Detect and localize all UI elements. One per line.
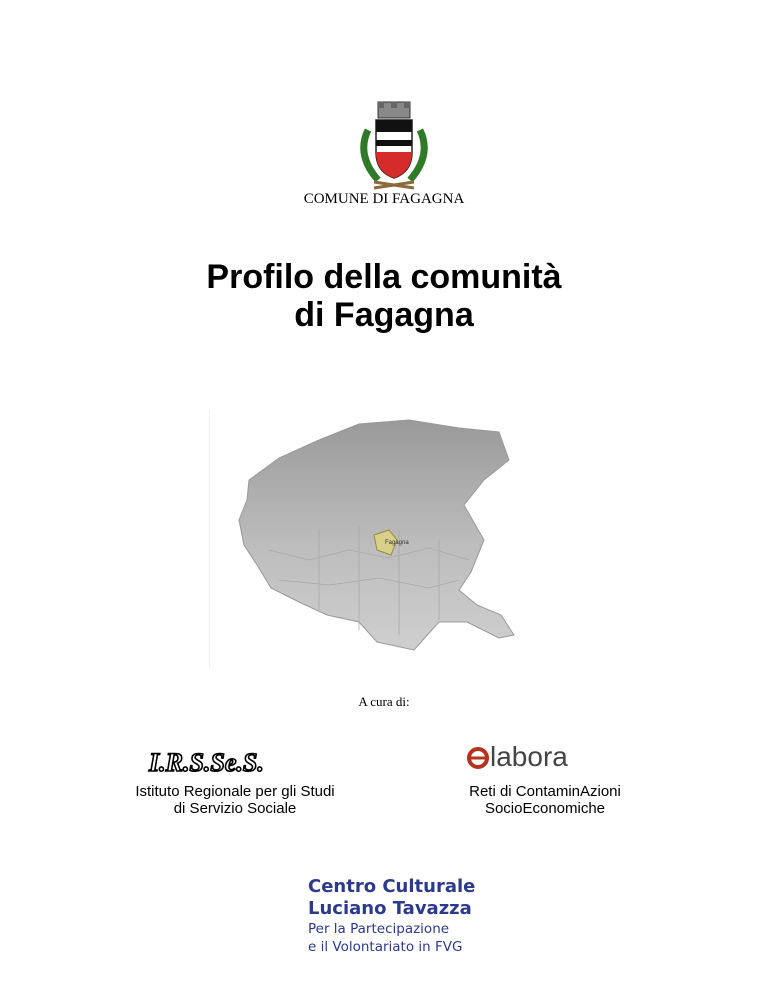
map-highlight-label: Fagagna bbox=[385, 540, 409, 546]
centro-culturale-logo bbox=[308, 876, 528, 956]
elabora-description bbox=[420, 783, 670, 817]
credits-intro: A cura di: bbox=[358, 694, 410, 709]
region-map-image bbox=[209, 410, 585, 668]
centro-line-2: Luciano Tavazza bbox=[308, 898, 472, 919]
elabora-logo-text: labora bbox=[490, 741, 568, 772]
comune-label: COMUNE DI FAGAGNA bbox=[303, 191, 465, 207]
centro-line-4: e il Volontariato in FVG bbox=[308, 939, 463, 955]
centro-line-1: Centro Culturale bbox=[308, 876, 476, 897]
irsses-logo-text: I.R.S.Se.S. bbox=[149, 748, 264, 777]
elabora-line-1: Reti di ContaminAzioni bbox=[469, 783, 621, 800]
irsses-line-1: Istituto Regionale per gli Studi bbox=[135, 783, 335, 800]
comune-crest-icon bbox=[354, 100, 434, 192]
elabora-line-2: SocioEconomiche bbox=[484, 800, 606, 817]
irsses-description bbox=[90, 783, 380, 817]
elabora-logo bbox=[464, 736, 614, 776]
document-title bbox=[0, 258, 768, 334]
centro-line-3: Per la Partecipazione bbox=[308, 921, 450, 937]
title-line-1: Profilo della comunità bbox=[206, 258, 562, 296]
irsses-line-2: di Servizio Sociale bbox=[173, 800, 297, 817]
irsses-logo bbox=[145, 745, 325, 779]
title-line-2: di Fagagna bbox=[294, 296, 474, 334]
